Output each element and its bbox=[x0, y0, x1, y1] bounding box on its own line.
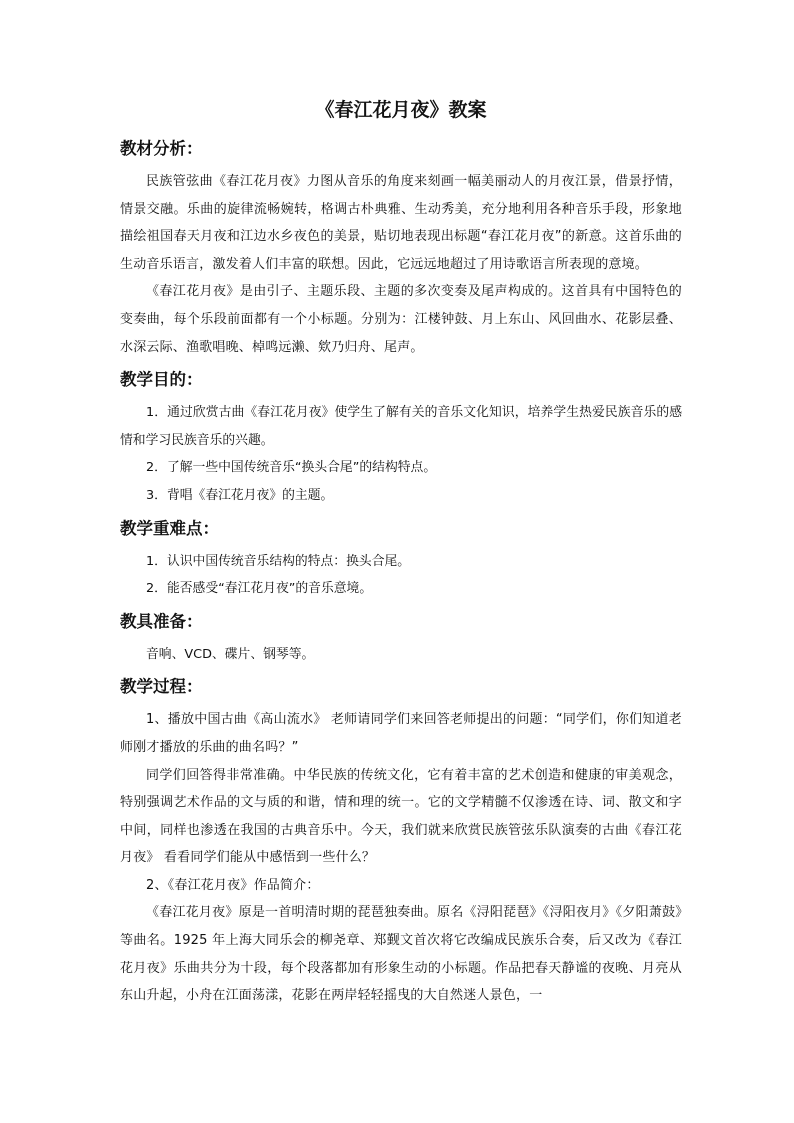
materials-item-1: 音响、VCD、碟片、钢琴等。 bbox=[146, 646, 315, 662]
process-paragraph-2: 同学们回答得非常准确。中华民族的传统文化，它有着丰富的艺术创造和健康的审美观念，特别强调艺术作品的文与质的和谐，情和理的统一。它的文学精髓不仅渗透在诗、词、散文和字中间，同样也渗透在我国的古典音乐中。今天，我们就来欣赏民族管弦乐队演奏的古曲《春江花月夜》 看看同学们能从中感悟到一些什么？ bbox=[120, 767, 682, 866]
section-objectives bbox=[120, 365, 682, 509]
section-analysis bbox=[120, 134, 682, 361]
process-paragraph-3: 2、《春江花月夜》作品简介： bbox=[146, 877, 320, 893]
process-paragraph-4: 《春江花月夜》原是一首明清时期的琵琶独奏曲。原名《浔阳琵琶》《浔阳夜月》《夕阳萧鼓》等曲名。1925 年上海大同乐会的柳尧章、郑觐文首次将它改编成民族乐合奏，后又改为《春江花月夜》乐曲共分为十段，每个段落都加有形象生动的小标题。作品把春天静谧的夜晚、月亮从东山升起，小舟在江面荡漾，花影在两岸轻轻摇曳的大自然迷人景色，一 bbox=[120, 905, 682, 1004]
section-heading-process: 教学过程： bbox=[120, 677, 203, 697]
process-paragraph-1: 1、播放中国古曲《高山流水》 老师请同学们来回答老师提出的问题：“同学们，你们知道老师刚才播放的乐曲的曲名吗？” bbox=[120, 712, 682, 755]
key-point-item-1: 1．认识中国传统音乐结构的特点：换头合尾。 bbox=[146, 553, 411, 569]
key-point-item-2: 2．能否感受“春江花月夜”的音乐意境。 bbox=[146, 581, 373, 597]
section-heading-key-points: 教学重难点： bbox=[120, 518, 219, 538]
section-materials bbox=[120, 607, 682, 669]
analysis-paragraph-1: 民族管弦曲《春江花月夜》力图从音乐的角度来刻画一幅美丽动人的月夜江景，借景抒情，情景交融。乐曲的旋律流畅婉转，格调古朴典雅、生动秀美，充分地利用各种音乐手段，形象地描绘祖国春天月夜和江边水乡夜色的美景，贴切地表现出标题“春江花月夜”的新意。这首乐曲的生动音乐语言，激发着人们丰富的联想。因此，它远远地超过了用诗歌语言所表现的意境。 bbox=[120, 174, 682, 272]
section-key-points bbox=[120, 514, 682, 603]
analysis-paragraph-2: 《春江花月夜》是由引子、主题乐段、主题的多次变奏及尾声构成的。这首具有中国特色的变奏曲，每个乐段前面都有一个小标题。分别为：江楼钟鼓、月上东山、风回曲水、花影层叠、水深云际、渔歌唱晚、棹鸣远濑、欸乃归舟、尾声。 bbox=[120, 284, 682, 355]
section-heading-analysis: 教材分析： bbox=[120, 139, 203, 158]
document-title: 《春江花月夜》教案 bbox=[315, 99, 487, 121]
section-heading-objectives: 教学目的： bbox=[120, 370, 203, 390]
section-heading-materials: 教具准备： bbox=[120, 611, 203, 631]
objective-item-1: 1．通过欣赏古曲《春江花月夜》使学生了解有关的音乐文化知识，培养学生热爱民族音乐的感情和学习民族音乐的兴趣。 bbox=[120, 405, 682, 448]
section-process bbox=[120, 672, 682, 1010]
objective-item-2: 2．了解一些中国传统音乐“换头合尾”的结构特点。 bbox=[146, 460, 437, 476]
objective-item-3: 3．背唱《春江花月夜》的主题。 bbox=[146, 487, 334, 503]
